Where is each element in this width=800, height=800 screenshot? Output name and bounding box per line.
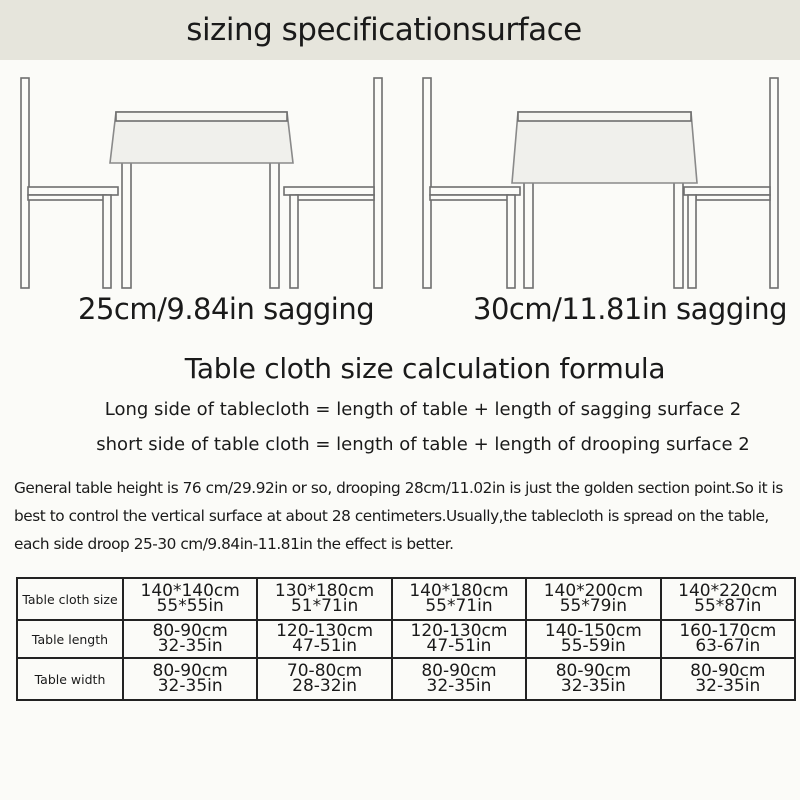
cell-cm: 140*180cm <box>409 581 509 601</box>
sag-caption-left: 25cm/9.84in sagging <box>78 292 375 326</box>
cell-cm: 70-80cm <box>286 661 363 681</box>
right-chair-seat <box>284 187 374 195</box>
size-cell <box>661 620 795 658</box>
size-cell <box>123 578 257 620</box>
cell-cm: 140*140cm <box>140 581 240 601</box>
cell-in: 32-35in <box>426 676 492 696</box>
cell-in: 47-51in <box>426 636 492 656</box>
general-note: General table height is 76 cm/29.92in or so, drooping 28cm/11.02in is just the golden section point.So it is best to control the vertical surface at about 28 centimeters.Usually,the tablecloth is spread on the table, each side droop 25-30 cm/9.84in-11.81in the effect is better. <box>14 479 783 553</box>
left-chair-seat-edge <box>28 195 106 200</box>
cell-in: 32-35in <box>695 676 761 696</box>
cell-cm: 140*220cm <box>678 581 778 601</box>
row-label-table-length: Table length <box>17 620 123 658</box>
cell-in: 32-35in <box>560 676 626 696</box>
left-chair-seat <box>28 187 118 195</box>
cell-in: 32-35in <box>157 636 223 656</box>
right-chair-back <box>770 78 778 288</box>
cell-cm: 80-90cm <box>152 621 228 641</box>
cell-in: 51*71in <box>290 596 359 616</box>
size-cell <box>392 578 526 620</box>
cell-cm: 80-90cm <box>555 661 632 681</box>
cell-cm: 160-170cm <box>679 621 777 641</box>
size-cell <box>661 578 795 620</box>
cell-in: 55*87in <box>694 596 762 616</box>
cell-in: 55*79in <box>559 596 627 616</box>
left-chair-seat-edge <box>430 195 508 200</box>
table-row <box>17 620 795 658</box>
right-chair-seat-edge <box>696 195 770 200</box>
table-illustration-25cm <box>0 70 400 300</box>
tablecloth-drop <box>512 112 697 183</box>
sag-caption-right: 30cm/11.81in sagging <box>473 292 788 326</box>
formula-short-side: short side of table cloth = length of table + length of drooping surface 2 <box>96 434 750 455</box>
cell-cm: 120-130cm <box>410 621 508 641</box>
size-cell <box>392 620 526 658</box>
cell-in: 47-51in <box>292 636 358 656</box>
cell-cm: 130*180cm <box>274 581 375 601</box>
size-cell <box>526 578 660 620</box>
cell-cm: 80-90cm <box>690 661 766 681</box>
formula-title: Table cloth size calculation formula <box>184 352 666 385</box>
cell-cm: 80-90cm <box>152 661 228 681</box>
cell-cm: 140-150cm <box>544 621 642 641</box>
table-row <box>17 578 795 620</box>
left-chair-back <box>21 78 29 288</box>
right-chair-leg <box>688 195 696 288</box>
cell-cm: 120-130cm <box>276 621 374 641</box>
cell-in: 32-35in <box>157 676 223 696</box>
right-chair-leg <box>290 195 298 288</box>
size-cell <box>526 620 660 658</box>
cell-cm: 140*200cm <box>543 581 644 601</box>
tabletop <box>116 112 287 121</box>
row-label-table-width: Table width <box>17 658 123 700</box>
size-cell <box>526 658 660 700</box>
left-chair-seat <box>430 187 520 195</box>
right-chair-back <box>374 78 382 288</box>
size-cell <box>257 620 391 658</box>
cell-in: 63-67in <box>695 636 761 656</box>
left-chair-leg <box>507 195 515 288</box>
size-cell <box>123 658 257 700</box>
right-chair-seat <box>684 187 770 195</box>
table-row <box>17 658 795 700</box>
cell-in: 55*55in <box>156 596 224 616</box>
left-chair-back <box>423 78 431 288</box>
size-cell <box>392 658 526 700</box>
table-illustration-30cm <box>400 70 800 300</box>
tabletop <box>518 112 691 121</box>
cell-in: 55-59in <box>560 636 626 656</box>
cell-in: 28-32in <box>292 676 358 696</box>
header-band <box>0 0 800 60</box>
size-cell <box>123 620 257 658</box>
size-cell <box>257 658 391 700</box>
left-chair-leg <box>103 195 111 288</box>
size-table <box>16 577 796 701</box>
right-chair-seat-edge <box>296 195 374 200</box>
formula-long-side: Long side of tablecloth = length of table + length of sagging surface 2 <box>104 399 742 420</box>
row-label-cloth-size: Table cloth size <box>17 578 123 620</box>
size-cell <box>661 658 795 700</box>
cell-in: 55*71in <box>425 596 493 616</box>
page-title: sizing specificationsurface <box>186 12 582 48</box>
cell-cm: 80-90cm <box>421 661 497 681</box>
size-cell <box>257 578 391 620</box>
